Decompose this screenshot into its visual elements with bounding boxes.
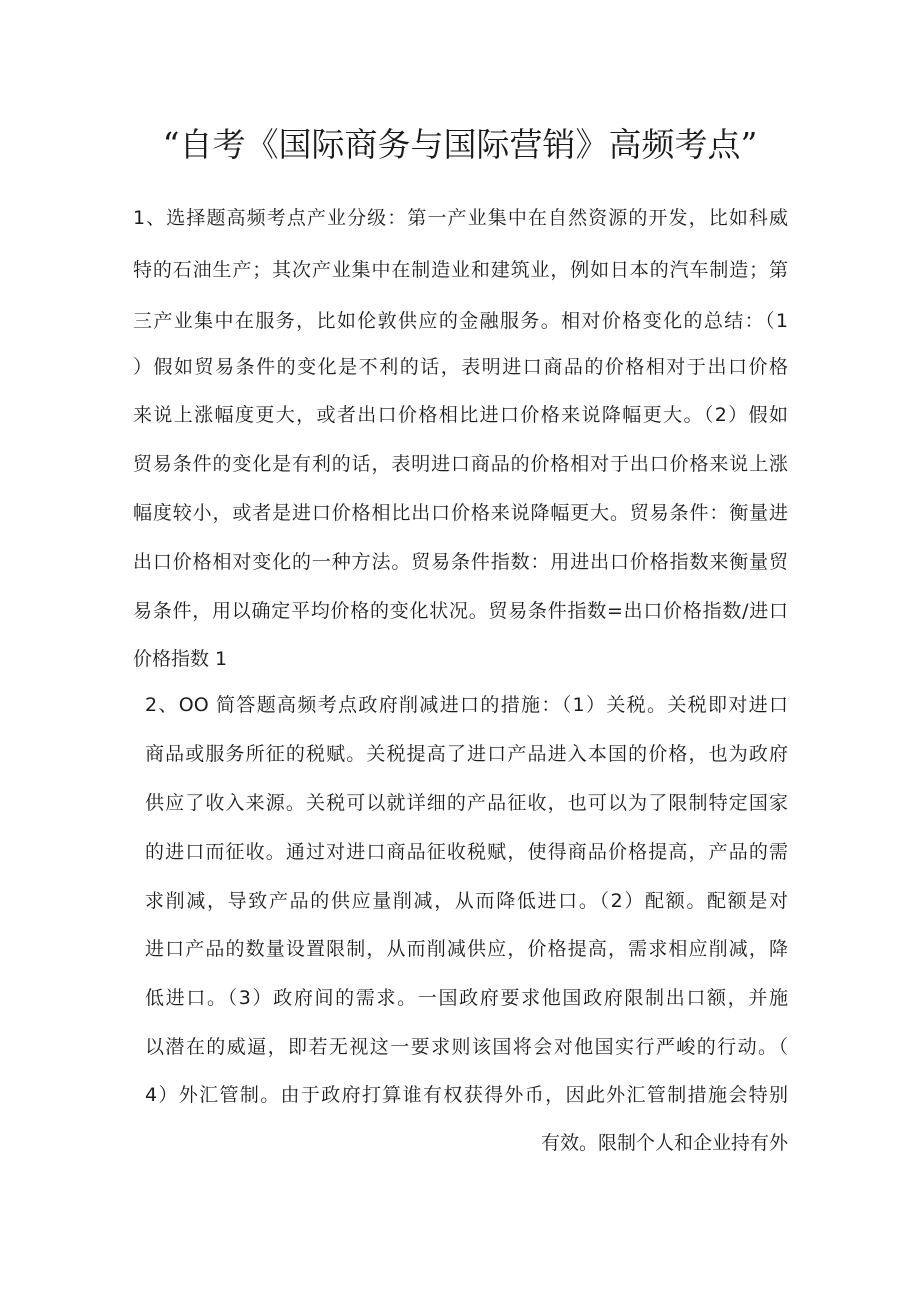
paragraph1-line-6: 贸易条件的变化是有利的话，表明进口商品的价格相对于出口价格来说上涨: [133, 453, 788, 475]
paragraph2-line-8: 以潜在的威逼，即若无视这一要求则该国将会对他国实行严峻的行动。（: [145, 1036, 788, 1058]
paragraph1-line-5: 来说上涨幅度更大，或者出口价格相比进口价格来说降幅更大。（2）假如: [133, 404, 788, 426]
paragraph2-line-5: 求削减，导致产品的供应量削减，从而降低进口。（2）配额。配额是对: [145, 890, 788, 912]
paragraph1-line-1: 1、选择题高频考点产业分级：第一产业集中在自然资源的开发，比如科威: [133, 207, 788, 229]
paragraph2-line-1: 2、OO 简答题高频考点政府削减进口的措施：（1）关税。关税即对进口: [145, 694, 788, 716]
paragraph2-line-9: 4）外汇管制。由于政府打算谁有权获得外币，因此外汇管制措施会特别: [145, 1084, 788, 1106]
paragraph1-line-4: ）假如贸易条件的变化是不利的话，表明进口商品的价格相对于出口价格: [133, 356, 788, 378]
paragraph2-line-3: 供应了收入来源。关税可以就详细的产品征收，也可以为了限制特定国家: [145, 792, 788, 814]
paragraph1-line-10: 价格指数 1: [133, 648, 228, 670]
document-title: “自考《国际商务与国际营销》高频考点”: [162, 125, 758, 164]
paragraph2-line-4: 的进口而征收。通过对进口商品征收税赋，使得商品价格提高，产品的需: [145, 841, 788, 863]
paragraph1-line-9: 易条件，用以确定平均价格的变化状况。贸易条件指数=出口价格指数/进口: [133, 600, 788, 622]
paragraph1-line-2: 特的石油生产；其次产业集中在制造业和建筑业，例如日本的汽车制造；第: [133, 259, 788, 281]
paragraph1-line-8: 出口价格相对变化的一种方法。贸易条件指数：用进出口价格指数来衡量贸: [133, 551, 788, 573]
paragraph2-line-6: 进口产品的数量设置限制，从而削减供应，价格提高，需求相应削减，降: [145, 938, 788, 960]
paragraph2-line-10: 有效。限制个人和企业持有外: [540, 1132, 788, 1154]
paragraph2-line-7: 低进口。（3）政府间的需求。一国政府要求他国政府限制出口额，并施: [145, 987, 788, 1009]
paragraph1-line-3: 三产业集中在服务，比如伦敦供应的金融服务。相对价格变化的总结：（1: [133, 310, 788, 332]
paragraph1-line-7: 幅度较小，或者是进口价格相比出口价格来说降幅更大。贸易条件：衡量进: [133, 502, 788, 524]
paragraph2-line-2: 商品或服务所征的税赋。关税提高了进口产品进入本国的价格，也为政府: [145, 743, 788, 765]
